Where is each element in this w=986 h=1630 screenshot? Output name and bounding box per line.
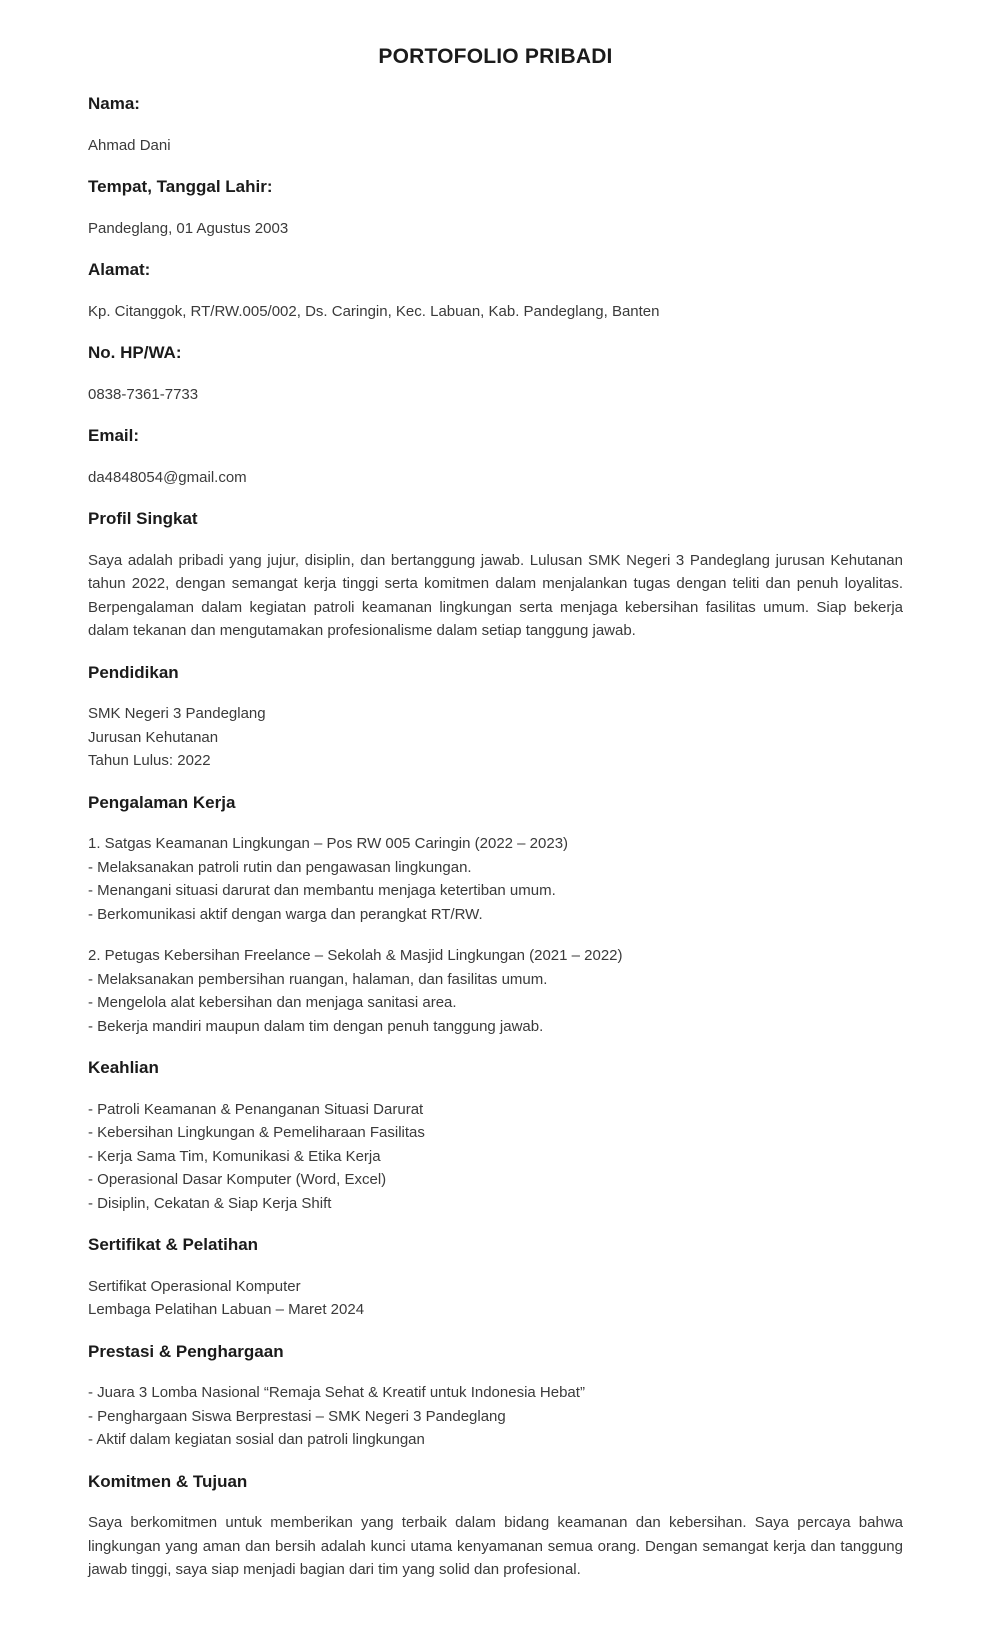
job-bullet: - Bekerja mandiri maupun dalam tim dengan penuh tanggung jawab.	[88, 1017, 544, 1035]
sertifikat-line: Sertifikat Operasional Komputer	[88, 1277, 301, 1295]
section-heading-profil-singkat: Profil Singkat	[88, 509, 198, 528]
keahlian-list	[88, 1098, 903, 1216]
sertifikat-line: Lembaga Pelatihan Labuan – Maret 2024	[88, 1301, 365, 1318]
keahlian-item: - Operasional Dasar Komputer (Word, Excel)	[88, 1171, 387, 1188]
prestasi-item: - Penghargaan Siswa Berprestasi – SMK Negeri 3 Pandeglang	[88, 1407, 506, 1425]
job-bullet: - Melaksanakan pembersihan ruangan, halaman, dan fasilitas umum.	[88, 970, 548, 988]
field-label-tempat-tanggal-lahir: Tempat, Tanggal Lahir:	[88, 177, 273, 196]
keahlian-item: - Kebersihan Lingkungan & Pemeliharaan Fasilitas	[88, 1124, 425, 1141]
job-entry	[88, 944, 903, 1038]
job-title: 1. Satgas Keamanan Lingkungan – Pos RW 005 Caringin (2022 – 2023)	[88, 835, 569, 852]
job-bullet: - Menangani situasi darurat dan membantu menjaga ketertiban umum.	[88, 882, 556, 899]
page-title: PORTOFOLIO PRIBADI	[378, 45, 613, 68]
keahlian-item: - Disiplin, Cekatan & Siap Kerja Shift	[88, 1194, 332, 1212]
section-heading-pengalaman-kerja: Pengalaman Kerja	[88, 792, 236, 812]
prestasi-item: - Aktif dalam kegiatan sosial dan patroli lingkungan	[88, 1431, 425, 1448]
prestasi-item: - Juara 3 Lomba Nasional “Remaja Sehat & Kreatif untuk Indonesia Hebat”	[88, 1384, 585, 1401]
section-heading-sertifikat-pelatihan: Sertifikat & Pelatihan	[88, 1235, 259, 1254]
job-bullet: - Mengelola alat kebersihan dan menjaga sanitasi area.	[88, 994, 457, 1011]
profil-singkat-paragraph: Saya adalah pribadi yang jujur, disiplin, dan bertanggung jawab. Lulusan SMK Negeri 3 Pandeglang jurusan Kehutanan tahun 2022, dengan semangat kerja tinggi serta komitmen dalam menjalankan tugas dengan teliti dan penuh loyalitas. Berpengalaman dalam kegiatan patroli keamanan lingkungan serta menjaga kebersihan fasilitas umum. Siap bekerja dalam tekanan dan mengutamakan profesionalisme dalam setiap tanggung jawab.	[88, 551, 903, 639]
field-value-alamat: Kp. Citanggok, RT/RW.005/002, Ds. Caringin, Kec. Labuan, Kab. Pandeglang, Banten	[88, 302, 660, 320]
pendidikan-lines	[88, 702, 903, 773]
job-bullet: - Melaksanakan patroli rutin dan pengawasan lingkungan.	[88, 858, 472, 876]
keahlian-item: - Patroli Keamanan & Penanganan Situasi Darurat	[88, 1100, 424, 1118]
pendidikan-line: Jurusan Kehutanan	[88, 728, 219, 746]
field-value-no-hp-wa: 0838-7361-7733	[88, 385, 199, 403]
job-entry	[88, 832, 903, 926]
field-label-alamat: Alamat:	[88, 260, 151, 279]
field-label-no-hp-wa: No. HP/WA:	[88, 343, 182, 362]
sertifikat-lines	[88, 1275, 903, 1322]
field-label-nama: Nama:	[88, 94, 140, 113]
job-bullet: - Berkomunikasi aktif dengan warga dan perangkat RT/RW.	[88, 905, 483, 923]
job-title: 2. Petugas Kebersihan Freelance – Sekolah & Masjid Lingkungan (2021 – 2022)	[88, 947, 623, 964]
section-heading-komitmen-tujuan: Komitmen & Tujuan	[88, 1471, 248, 1491]
section-heading-keahlian: Keahlian	[88, 1058, 159, 1077]
field-value-tempat-tanggal-lahir: Pandeglang, 01 Agustus 2003	[88, 219, 289, 237]
pendidikan-line: Tahun Lulus: 2022	[88, 752, 211, 769]
pendidikan-line: SMK Negeri 3 Pandeglang	[88, 705, 266, 722]
prestasi-list	[88, 1381, 903, 1452]
field-value-nama: Ahmad Dani	[88, 136, 171, 154]
section-heading-pendidikan: Pendidikan	[88, 662, 179, 682]
field-label-email: Email:	[88, 426, 140, 445]
field-value-email: da4848054@gmail.com	[88, 468, 247, 486]
section-heading-prestasi-penghargaan: Prestasi & Penghargaan	[88, 1341, 284, 1361]
keahlian-item: - Kerja Sama Tim, Komunikasi & Etika Kerja	[88, 1147, 381, 1165]
komitmen-tujuan-paragraph: Saya berkomitmen untuk memberikan yang terbaik dalam bidang keamanan dan kebersihan. Saya percaya bahwa lingkungan yang aman dan bersih adalah kunci utama kenyamanan semua orang. Dengan semangat kerja dan tanggung jawab tinggi, saya siap menjadi bagian dari tim yang solid dan profesional.	[88, 1514, 903, 1578]
